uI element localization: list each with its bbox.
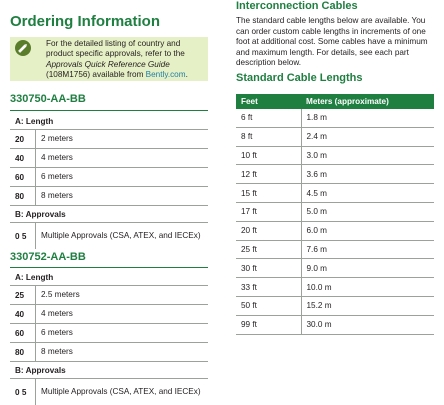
table-row — [236, 315, 434, 334]
part-number-330750: 330750-AA-BB — [10, 93, 86, 105]
quick-reference-guide-title: Approvals Quick Reference Guide — [46, 60, 170, 69]
feet-cell: 25 ft — [236, 240, 301, 259]
feet-cell: 20 ft — [236, 221, 301, 240]
table-row — [236, 278, 434, 297]
column-header-feet: Feet — [236, 94, 301, 109]
option-description: 8 meters — [36, 343, 209, 362]
option-row — [10, 324, 208, 343]
section-heading: A: Length — [10, 113, 208, 130]
option-code: 60 — [10, 324, 36, 343]
table-row — [236, 259, 434, 278]
table-row — [236, 146, 434, 165]
meters-cell: 3.0 m — [301, 146, 434, 165]
table-row — [236, 296, 434, 315]
feet-cell: 33 ft — [236, 278, 301, 297]
column-header-meters: Meters (approximate) — [301, 94, 434, 109]
section-heading: B: Approvals — [10, 362, 208, 379]
option-code: 0 5 — [10, 223, 36, 250]
interconnection-title: Interconnection Cables — [236, 0, 358, 12]
feet-cell: 50 ft — [236, 296, 301, 315]
part-330752-options-table — [10, 269, 208, 405]
feet-cell: 6 ft — [236, 109, 301, 127]
cable-lengths-table — [236, 94, 434, 335]
option-description: 6 meters — [36, 168, 209, 187]
approvals-note — [10, 37, 208, 81]
bently-link[interactable]: Bently.com — [146, 70, 186, 79]
option-description: Multiple Approvals (CSA, ATEX, and IECEx) — [36, 379, 209, 405]
meters-cell: 7.6 m — [301, 240, 434, 259]
meters-cell: 30.0 m — [301, 315, 434, 334]
part-number-rule — [10, 110, 208, 111]
section-heading-row — [10, 362, 208, 379]
feet-cell: 12 ft — [236, 165, 301, 184]
section-heading: A: Length — [10, 269, 208, 286]
table-header-row — [236, 94, 434, 109]
table-row — [236, 109, 434, 127]
feet-cell: 8 ft — [236, 127, 301, 146]
cable-lengths-title: Standard Cable Lengths — [236, 72, 363, 84]
feet-cell: 10 ft — [236, 146, 301, 165]
table-row — [236, 221, 434, 240]
option-row — [10, 286, 208, 305]
option-row — [10, 305, 208, 324]
option-description: 2 meters — [36, 130, 209, 149]
option-description: 2.5 meters — [36, 286, 209, 305]
option-row — [10, 130, 208, 149]
option-row — [10, 379, 208, 405]
option-code: 25 — [10, 286, 36, 305]
option-description: 8 meters — [36, 187, 209, 206]
part-330750-options-table — [10, 113, 208, 249]
option-code: 0 5 — [10, 379, 36, 405]
part-number-rule — [10, 267, 208, 268]
ordering-title: Ordering Information — [10, 13, 160, 30]
note-text: For the detailed listing of country and product specific approvals, refer to the Approvals Quick Reference Guide (108M1756) available from Bently.com. — [46, 39, 208, 80]
option-description: 4 meters — [36, 305, 209, 324]
pencil-icon — [15, 40, 31, 56]
feet-cell: 17 ft — [236, 202, 301, 221]
section-heading-row — [10, 113, 208, 130]
table-row — [236, 127, 434, 146]
meters-cell: 6.0 m — [301, 221, 434, 240]
option-row — [10, 168, 208, 187]
meters-cell: 2.4 m — [301, 127, 434, 146]
feet-cell: 30 ft — [236, 259, 301, 278]
part-number-330752: 330752-AA-BB — [10, 251, 86, 263]
table-row — [236, 184, 434, 203]
section-heading-row — [10, 206, 208, 223]
feet-cell: 15 ft — [236, 184, 301, 203]
meters-cell: 4.5 m — [301, 184, 434, 203]
meters-cell: 3.6 m — [301, 165, 434, 184]
meters-cell: 9.0 m — [301, 259, 434, 278]
feet-cell: 99 ft — [236, 315, 301, 334]
option-row — [10, 223, 208, 250]
option-description: Multiple Approvals (CSA, ATEX, and IECEx) — [36, 223, 209, 250]
option-description: 4 meters — [36, 149, 209, 168]
meters-cell: 10.0 m — [301, 278, 434, 297]
option-code: 40 — [10, 305, 36, 324]
table-row — [236, 202, 434, 221]
interconnection-paragraph: The standard cable lengths below are available. You can order custom cable lengths in increments of one foot at additional cost. Some cables have a minimum and maximum length. For details, see each part description below. — [236, 16, 440, 69]
option-code: 20 — [10, 130, 36, 149]
section-heading: B: Approvals — [10, 206, 208, 223]
option-description: 6 meters — [36, 324, 209, 343]
option-row — [10, 343, 208, 362]
option-row — [10, 149, 208, 168]
table-row — [236, 165, 434, 184]
option-code: 40 — [10, 149, 36, 168]
option-code: 80 — [10, 343, 36, 362]
section-heading-row — [10, 269, 208, 286]
meters-cell: 1.8 m — [301, 109, 434, 127]
option-code: 60 — [10, 168, 36, 187]
meters-cell: 5.0 m — [301, 202, 434, 221]
option-code: 80 — [10, 187, 36, 206]
table-row — [236, 240, 434, 259]
meters-cell: 15.2 m — [301, 296, 434, 315]
option-row — [10, 187, 208, 206]
